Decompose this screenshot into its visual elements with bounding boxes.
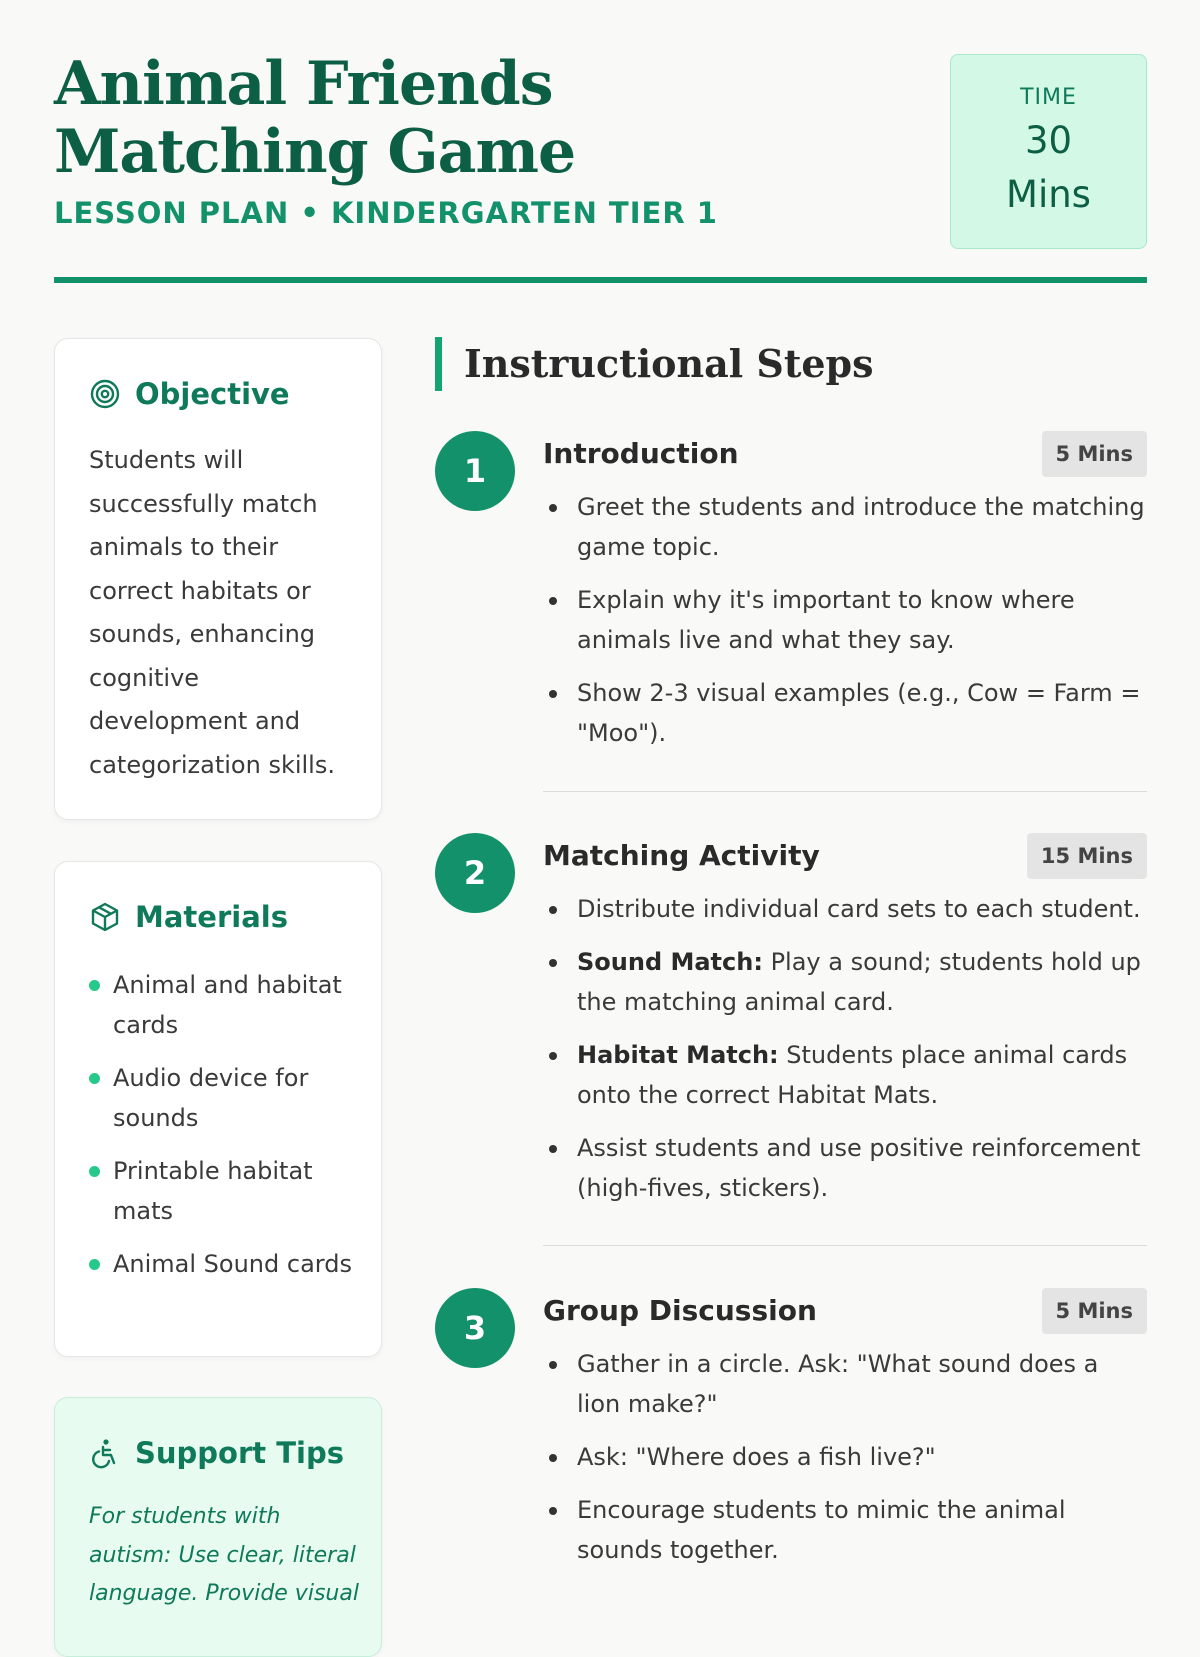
- steps-heading: Instructional Steps: [435, 337, 874, 391]
- support-card: [54, 1397, 382, 1657]
- objective-header: [89, 377, 290, 411]
- list-item: Show 2-3 visual examples (e.g., Cow = Farm = "Moo").: [543, 673, 1147, 753]
- time-label: TIME: [1020, 85, 1077, 110]
- time-value: 30: [1024, 119, 1073, 162]
- list-item: Audio device for sounds: [89, 1058, 359, 1138]
- duration-badge: 5 Mins: [1042, 1288, 1147, 1334]
- step-bullets: [543, 1344, 1147, 1583]
- list-item: Greet the students and introduce the matching game topic.: [543, 487, 1147, 567]
- list-item: Distribute individual card sets to each student.: [543, 889, 1147, 929]
- step-number: 2: [435, 833, 515, 913]
- step-title: Matching Activity: [543, 839, 820, 872]
- materials-header: [89, 900, 288, 934]
- time-unit: Mins: [1006, 173, 1091, 216]
- list-item: Encourage students to mimic the animal sounds together.: [543, 1490, 1147, 1570]
- list-item: Animal and habitat cards: [89, 965, 359, 1045]
- support-title: Support Tips: [135, 1436, 344, 1470]
- target-icon: [89, 378, 121, 410]
- duration-badge: 15 Mins: [1027, 833, 1147, 879]
- support-text: For students with autism: Use clear, literal language. Provide visual: [89, 1504, 359, 1606]
- step-divider: [543, 1245, 1147, 1246]
- list-item: Explain why it's important to know where animals live and what they say.: [543, 580, 1147, 660]
- support-header: [89, 1436, 344, 1470]
- step-number: 1: [435, 431, 515, 511]
- list-item: Assist students and use positive reinforcement (high-fives, stickers).: [543, 1128, 1147, 1208]
- list-item: Gather in a circle. Ask: "What sound does a lion make?": [543, 1344, 1147, 1424]
- objective-text: Students will successfully match animals to their correct habitats or sounds, enhancing cognitive development and categorization skills.: [89, 446, 335, 779]
- step-divider: [543, 791, 1147, 792]
- duration-badge: 5 Mins: [1042, 431, 1147, 477]
- step-bullets: [543, 889, 1147, 1221]
- page-title: Animal Friends Matching Game: [54, 49, 576, 187]
- step-title: Introduction: [543, 437, 739, 470]
- list-item: Animal Sound cards: [89, 1244, 359, 1284]
- list-item: Ask: "Where does a fish live?": [543, 1437, 1147, 1477]
- list-item: Sound Match: Play a sound; students hold up the matching animal card.: [543, 942, 1147, 1022]
- package-icon: [89, 901, 121, 933]
- materials-title: Materials: [135, 900, 288, 934]
- objective-card: [54, 338, 382, 820]
- objective-title: Objective: [135, 377, 290, 411]
- materials-list: [89, 965, 359, 1297]
- step-bullets: [543, 487, 1147, 766]
- page-subtitle: LESSON PLAN • KINDERGARTEN TIER 1: [54, 196, 718, 230]
- materials-card: [54, 861, 382, 1357]
- time-box: [950, 54, 1147, 249]
- accessibility-icon: [89, 1437, 121, 1469]
- step-title: Group Discussion: [543, 1294, 817, 1327]
- list-item: Habitat Match: Students place animal cards onto the correct Habitat Mats.: [543, 1035, 1147, 1115]
- header-divider: [54, 277, 1147, 283]
- list-item: Printable habitat mats: [89, 1151, 359, 1231]
- step-number: 3: [435, 1288, 515, 1368]
